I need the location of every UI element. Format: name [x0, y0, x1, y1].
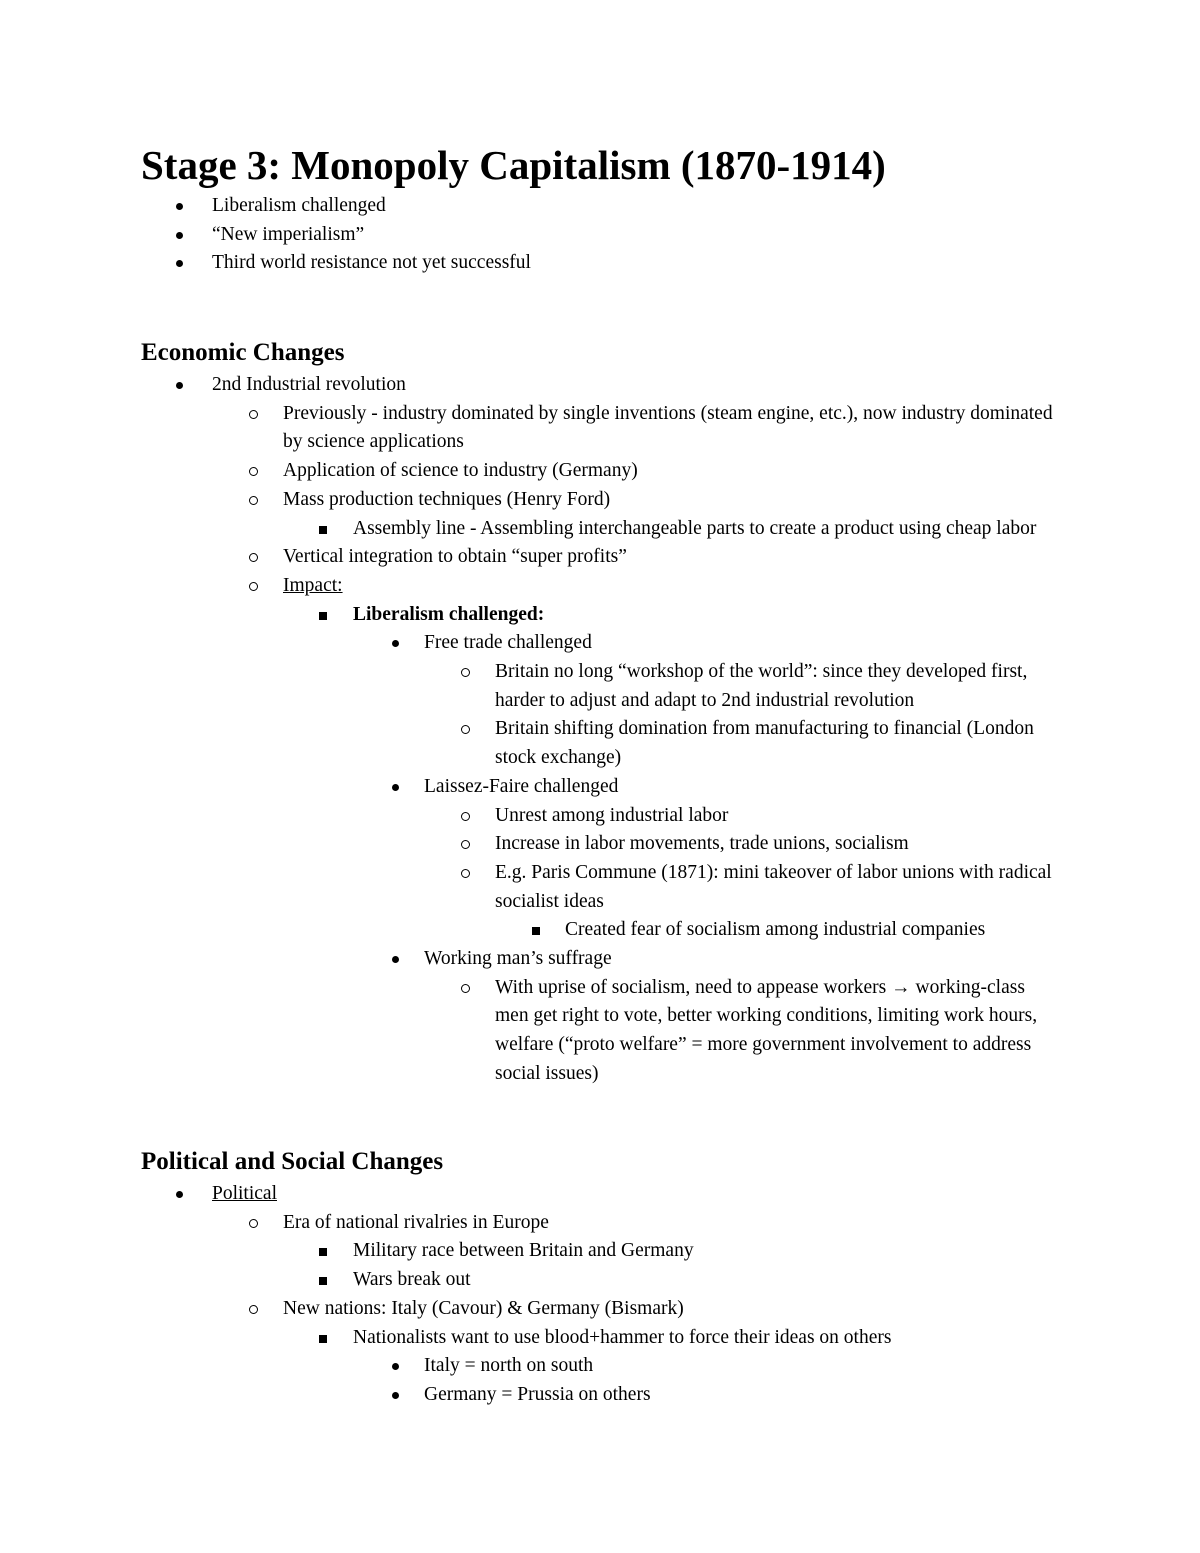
list-item: Assembly line - Assembling interchangeable parts to create a product using cheap labor [353, 515, 1043, 544]
political-changes-list [0, 1180, 1200, 1410]
list-item: Nationalists want to use blood+hammer to force their ideas on others [353, 1324, 1073, 1353]
list-item: Application of science to industry (Germany) [283, 457, 1058, 486]
list-item: Political [212, 1180, 1072, 1209]
bullet-circle-icon [461, 869, 470, 878]
bullet-square-icon [319, 1248, 327, 1256]
list-item: Increase in labor movements, trade unions, socialism [495, 830, 1050, 859]
list-item: With uprise of socialism, need to appease workers → working-class men get right to vote, better working conditions, limiting work hours, welfare (“proto welfare” = more government involvement to address social issues) [495, 974, 1050, 1089]
list-item: Era of national rivalries in Europe [283, 1209, 1058, 1238]
bullet-disc-icon [176, 232, 183, 239]
bullet-circle-icon [249, 553, 258, 562]
bullet-disc-icon [392, 640, 399, 647]
list-item: Vertical integration to obtain “super profits” [283, 543, 1058, 572]
bullet-disc-icon [392, 1392, 399, 1399]
list-item: Previously - industry dominated by single inventions (steam engine, etc.), now industry dominated by science applications [283, 400, 1058, 457]
bullet-circle-icon [461, 840, 470, 849]
list-item: Liberalism challenged [212, 192, 1112, 221]
bullet-circle-icon [461, 984, 470, 993]
bullet-disc-icon [176, 203, 183, 210]
bullet-circle-icon [249, 496, 258, 505]
list-item: “New imperialism” [212, 221, 1112, 250]
list-item: Wars break out [353, 1266, 1053, 1295]
list-item: New nations: Italy (Cavour) & Germany (Bismark) [283, 1295, 1058, 1324]
list-item: Laissez-Faire challenged [424, 773, 1054, 802]
list-item: Liberalism challenged: [353, 601, 1043, 630]
bullet-disc-icon [176, 260, 183, 267]
bullet-circle-icon [249, 467, 258, 476]
section-heading-economic: Economic Changes [141, 339, 345, 366]
list-item: Free trade challenged [424, 629, 1054, 658]
list-item: Working man’s suffrage [424, 945, 1054, 974]
bullet-disc-icon [392, 1363, 399, 1370]
bullet-circle-icon [249, 410, 258, 419]
bullet-circle-icon [461, 668, 470, 677]
bullet-circle-icon [461, 812, 470, 821]
list-item: Created fear of socialism among industrial companies [565, 916, 1065, 945]
list-item: Britain no long “workshop of the world”: since they developed first, harder to adjust and adapt to 2nd industrial revolution [495, 658, 1050, 715]
section-heading-political: Political and Social Changes [141, 1148, 444, 1175]
economic-changes-list [0, 371, 1200, 1089]
bullet-circle-icon [249, 1305, 258, 1314]
list-item: Unrest among industrial labor [495, 802, 1050, 831]
intro-list [0, 192, 1200, 278]
bullet-disc-icon [392, 956, 399, 963]
list-item: 2nd Industrial revolution [212, 371, 1072, 400]
list-item: Germany = Prussia on others [424, 1381, 1054, 1410]
list-item: Mass production techniques (Henry Ford) [283, 486, 1058, 515]
bullet-square-icon [319, 1277, 327, 1285]
bullet-circle-icon [249, 1219, 258, 1228]
list-item: Italy = north on south [424, 1352, 1054, 1381]
bullet-square-icon [319, 612, 327, 620]
bullet-square-icon [319, 1335, 327, 1343]
bullet-square-icon [319, 526, 327, 534]
list-item: Britain shifting domination from manufacturing to financial (London stock exchange) [495, 715, 1050, 772]
bullet-circle-icon [249, 582, 258, 591]
list-item: E.g. Paris Commune (1871): mini takeover of labor unions with radical socialist ideas [495, 859, 1060, 916]
page-title: Stage 3: Monopoly Capitalism (1870-1914) [141, 142, 886, 188]
list-item: Impact: [283, 572, 1058, 601]
bullet-disc-icon [176, 1191, 183, 1198]
list-item: Third world resistance not yet successful [212, 249, 1112, 278]
list-item: Military race between Britain and Germany [353, 1237, 1053, 1266]
bullet-circle-icon [461, 725, 470, 734]
bullet-square-icon [532, 927, 540, 935]
bullet-disc-icon [176, 382, 183, 389]
bullet-disc-icon [392, 784, 399, 791]
